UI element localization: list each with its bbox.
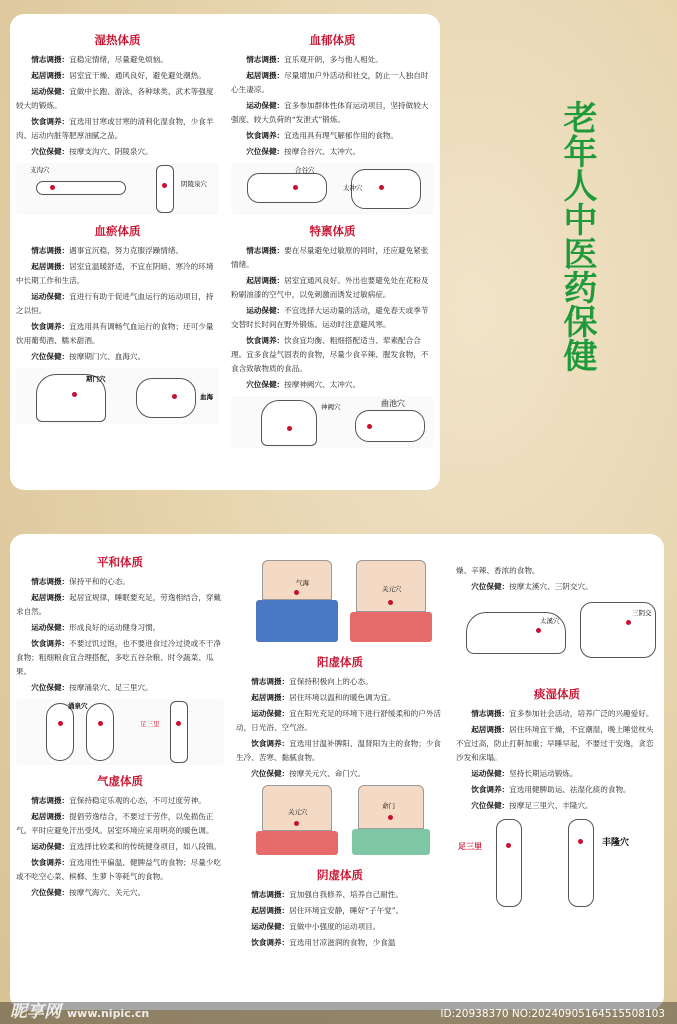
label: 饮食调养： bbox=[246, 131, 285, 140]
paragraph bbox=[231, 129, 434, 143]
hand-illustration bbox=[247, 173, 327, 203]
label: 起居调摄： bbox=[471, 725, 510, 734]
acupoint-dot bbox=[294, 590, 299, 595]
paragraph bbox=[456, 707, 658, 721]
foot-sole-illustration bbox=[86, 703, 114, 761]
acupoint-label: 足三里 bbox=[458, 842, 482, 851]
acupoint-dot bbox=[50, 185, 55, 190]
acupoint-illustration bbox=[231, 396, 434, 448]
paragraph bbox=[16, 145, 219, 159]
shorts-illustration bbox=[352, 829, 430, 855]
label: 饮食调养： bbox=[31, 858, 70, 867]
label: 运动保健： bbox=[31, 87, 70, 96]
label: 运动保健： bbox=[471, 769, 510, 778]
paragraph bbox=[16, 810, 224, 838]
paragraph bbox=[231, 99, 434, 127]
text: 按摩合谷穴、太冲穴。 bbox=[284, 147, 361, 156]
label: 运动保健： bbox=[31, 623, 70, 632]
acupoint-dot bbox=[536, 628, 541, 633]
paragraph bbox=[231, 274, 434, 302]
watermark-brand bbox=[10, 997, 149, 1022]
section-body bbox=[16, 575, 224, 695]
paragraph bbox=[16, 290, 219, 318]
paragraph bbox=[236, 737, 444, 765]
label: 情志调摄： bbox=[31, 577, 70, 586]
text: 宜稳定情绪，尽量避免烦恼。 bbox=[69, 55, 168, 64]
section-title: 湿热体质 bbox=[94, 33, 141, 47]
paragraph bbox=[16, 637, 224, 679]
shorts-illustration bbox=[256, 600, 338, 642]
paragraph bbox=[16, 85, 219, 113]
acupoint-dot bbox=[367, 424, 372, 429]
paragraph bbox=[231, 334, 434, 376]
label: 饮食调养： bbox=[31, 639, 70, 648]
label: 情志调摄： bbox=[251, 890, 290, 899]
acupoint-label: 阴陵泉穴 bbox=[181, 180, 207, 188]
acupoint-dot bbox=[388, 600, 393, 605]
text: 按摩关元穴、命门穴。 bbox=[289, 769, 366, 778]
acupoint-label: 曲池穴 bbox=[381, 399, 405, 408]
text: 起居宜规律，睡眠要充足，劳逸相结合，穿戴求自然。 bbox=[16, 593, 222, 616]
label: 穴位保健： bbox=[251, 769, 290, 778]
paragraph bbox=[16, 69, 219, 83]
text: 宜选用具有调畅气血运行的食物；还可少量饮用葡萄酒、糯米甜酒。 bbox=[16, 322, 214, 345]
label: 穴位保健： bbox=[471, 801, 510, 810]
paragraph bbox=[16, 320, 219, 348]
acupoint-label: 太溪穴 bbox=[540, 617, 560, 625]
label: 情志调摄： bbox=[471, 709, 510, 718]
text: 宜选用甘凉滋润的食物，少食温 bbox=[289, 938, 396, 947]
acupoint-illustration bbox=[236, 785, 444, 859]
paragraph bbox=[236, 888, 444, 902]
acupoint-label: 气海 bbox=[296, 579, 309, 587]
label: 穴位保健： bbox=[31, 683, 70, 692]
section-body bbox=[231, 53, 434, 159]
label: 情志调摄： bbox=[246, 246, 285, 255]
paragraph bbox=[16, 840, 224, 854]
label: 运动保健： bbox=[251, 922, 290, 931]
acupoint-label: 关元穴 bbox=[382, 585, 402, 593]
acupoint-label: 血海 bbox=[200, 393, 213, 401]
acupoint-label: 命门 bbox=[382, 802, 395, 810]
label: 饮食调养： bbox=[251, 739, 290, 748]
text: 居住环境宜安静，睡好“子午觉”。 bbox=[289, 906, 404, 915]
label: 饮食调养： bbox=[251, 938, 290, 947]
acupoint-label: 神阙穴 bbox=[321, 403, 341, 411]
label: 穴位保健： bbox=[246, 380, 285, 389]
text: 按摩神阙穴、太冲穴。 bbox=[284, 380, 361, 389]
section-body bbox=[16, 794, 224, 900]
paragraph bbox=[16, 575, 224, 589]
leg-illustration bbox=[170, 701, 188, 763]
bottom-column-3 bbox=[450, 534, 664, 1010]
leg-illustration bbox=[156, 165, 174, 213]
text: 宜乐观开朗，多与他人相处。 bbox=[284, 55, 383, 64]
acupoint-dot bbox=[293, 185, 298, 190]
label: 起居调摄： bbox=[246, 71, 285, 80]
acupoint-dot bbox=[294, 821, 299, 826]
section-title: 血瘀体质 bbox=[94, 224, 141, 238]
acupoint-illustration bbox=[236, 560, 444, 644]
paragraph bbox=[231, 53, 434, 67]
acupoint-label: 足三里 bbox=[140, 720, 160, 728]
leg-bone-illustration bbox=[568, 819, 594, 907]
paragraph bbox=[231, 69, 434, 97]
label: 情志调摄： bbox=[31, 796, 70, 805]
paragraph bbox=[16, 260, 219, 288]
paragraph bbox=[236, 767, 444, 781]
label: 穴位保健： bbox=[31, 147, 70, 156]
text: 宜做中小强度的运动项目。 bbox=[289, 922, 381, 931]
label: 起居调摄： bbox=[246, 276, 285, 285]
paragraph bbox=[456, 767, 658, 781]
paragraph bbox=[456, 723, 658, 765]
section-title: 痰湿体质 bbox=[534, 687, 580, 701]
shorts-illustration bbox=[350, 612, 432, 642]
paragraph bbox=[236, 920, 444, 934]
label: 运动保健： bbox=[246, 306, 285, 315]
label: 起居调摄： bbox=[251, 906, 290, 915]
top-panel bbox=[10, 14, 440, 490]
text: 宜进行有助于促进气血运行的运动项目，持之以恒。 bbox=[16, 292, 214, 315]
text: 要在尽量避免过敏原的同时，还应避免紧张情绪。 bbox=[231, 246, 429, 269]
label: 情志调摄： bbox=[251, 677, 290, 686]
paragraph bbox=[456, 799, 658, 813]
paragraph bbox=[16, 886, 224, 900]
acupoint-dot bbox=[162, 183, 167, 188]
text: 宜保持积极向上的心态。 bbox=[289, 677, 373, 686]
text: 提倡劳逸结合，不要过于劳作，以免损伤正气。平时应避免汗出受风。居室环境应采用明亮的暖色调。 bbox=[16, 812, 214, 835]
text: 不要过饥过饱，也不要进食过冷过烫或不干净食物；粗细粮食宜合理搭配，多吃五谷杂粮、时令蔬菜、瓜果。 bbox=[16, 639, 222, 676]
label: 起居调摄： bbox=[31, 812, 70, 821]
text: 宜多参加群体性体育运动项目，坚持做较大强度、较大负荷的“发泄式”锻炼。 bbox=[231, 101, 429, 124]
text: 宜选用具有理气解郁作用的食物。 bbox=[284, 131, 399, 140]
acupoint-dot bbox=[176, 721, 181, 726]
main-title: 老年人中医药保健 bbox=[557, 100, 597, 372]
label: 穴位保健： bbox=[31, 888, 70, 897]
acupoint-dot bbox=[58, 721, 63, 726]
label: 穴位保健： bbox=[31, 352, 70, 361]
text: 居室宜温暖舒适，不宜在阴暗、寒冷的环境中长期工作和生活。 bbox=[16, 262, 214, 285]
text: 饮食宜均衡、粗细搭配适当、荤素配合合理。宜多食益气固表的食物，尽量少食辛辣、腥发食物，不食含致敏物质的食品。 bbox=[231, 336, 429, 373]
text: 保持平和的心态。 bbox=[69, 577, 130, 586]
text: 宜选用甘温补脾阳、温肾阳为主的食物；少食生冷、苦寒、黏腻食物。 bbox=[236, 739, 442, 762]
acupoint-label: 关元穴 bbox=[288, 808, 308, 816]
text: 宜在阳光充足的环境下进行舒缓柔和的户外活动，日光浴、空气浴。 bbox=[236, 709, 442, 732]
acupoint-illustration bbox=[231, 163, 434, 215]
text: 居室宜干燥、通风良好，避免避处潮热。 bbox=[69, 71, 206, 80]
paragraph bbox=[231, 244, 434, 272]
text: 按摩支沟穴、阴陵泉穴。 bbox=[69, 147, 153, 156]
label: 饮食调养： bbox=[471, 785, 510, 794]
section-title: 气虚体质 bbox=[97, 774, 143, 788]
acupoint-dot bbox=[506, 843, 511, 848]
text: 宜加强自我修养、培养自己耐性。 bbox=[289, 890, 404, 899]
text: 形成良好的运动健身习惯。 bbox=[69, 623, 161, 632]
acupoint-dot bbox=[287, 426, 292, 431]
paragraph bbox=[16, 856, 224, 884]
acupoint-dot bbox=[98, 721, 103, 726]
acupoint-label: 支沟穴 bbox=[30, 166, 50, 174]
acupoint-illustration bbox=[456, 598, 658, 672]
paragraph bbox=[16, 115, 219, 143]
bottom-column-2 bbox=[230, 534, 450, 1010]
bottom-panel bbox=[10, 534, 664, 1010]
acupoint-label: 涌泉穴 bbox=[68, 702, 88, 710]
text: 坚持长期运动锻炼。 bbox=[509, 769, 578, 778]
section-body bbox=[236, 675, 444, 781]
text: 按摩太溪穴、三阴交穴。 bbox=[509, 582, 593, 591]
paragraph bbox=[16, 621, 224, 635]
section-title: 特禀体质 bbox=[309, 224, 356, 238]
acupoint-dot bbox=[578, 839, 583, 844]
label: 情志调摄： bbox=[246, 55, 285, 64]
label: 起居调摄： bbox=[31, 262, 70, 271]
paragraph bbox=[236, 904, 444, 918]
paragraph bbox=[456, 783, 658, 797]
paragraph bbox=[236, 675, 444, 689]
paragraph bbox=[16, 681, 224, 695]
acupoint-illustration bbox=[16, 163, 219, 215]
label: 起居调摄： bbox=[31, 71, 70, 80]
section-title: 平和体质 bbox=[97, 555, 143, 569]
text: 宜选用健脾助运、祛湿化痰的食物。 bbox=[509, 785, 631, 794]
paragraph bbox=[456, 564, 658, 578]
paragraph bbox=[16, 794, 224, 808]
text: 不宜选择大运动量的活动，避免春天或季节交替时长时间在野外锻炼。运动时注意避风寒。 bbox=[231, 306, 429, 329]
label: 情志调摄： bbox=[31, 246, 70, 255]
text: 宜做中长跑、游泳、各种球类、武术等强度较大的锻炼。 bbox=[16, 87, 214, 110]
section-body bbox=[16, 53, 219, 159]
section-body bbox=[236, 888, 444, 950]
acupoint-label: 期门穴 bbox=[86, 375, 106, 383]
paragraph bbox=[16, 53, 219, 67]
text: 燥、辛辣、香浓的食物。 bbox=[456, 566, 540, 575]
paragraph bbox=[231, 304, 434, 332]
top-left-column bbox=[10, 14, 225, 490]
text: 遇事宜沉稳，努力克服浮躁情绪。 bbox=[69, 246, 184, 255]
watermark-id: ID:20938370 NO:20240905164515508103 bbox=[440, 1008, 665, 1020]
label: 运动保健： bbox=[31, 292, 70, 301]
elbow-illustration bbox=[355, 410, 425, 442]
text: 宜多参加社会活动，培养广泛的兴趣爱好。 bbox=[509, 709, 654, 718]
brand-url: www.nipic.cn bbox=[67, 1007, 150, 1020]
acupoint-label: 太冲穴 bbox=[343, 184, 363, 192]
torso-illustration bbox=[261, 400, 317, 446]
shorts-illustration bbox=[256, 831, 338, 855]
paragraph bbox=[16, 350, 219, 364]
text: 按摩期门穴、血海穴。 bbox=[69, 352, 146, 361]
text: 按摩足三里穴、丰隆穴。 bbox=[509, 801, 593, 810]
text: 宜选用甘寒或甘寒的清利化湿食物，少食羊肉、运动内脏等肥厚油腻之品。 bbox=[16, 117, 214, 140]
top-right-column bbox=[225, 14, 440, 490]
text: 按摩涌泉穴、足三里穴。 bbox=[69, 683, 153, 692]
label: 情志调摄： bbox=[31, 55, 70, 64]
label: 饮食调养： bbox=[31, 117, 70, 126]
label: 起居调摄： bbox=[251, 693, 290, 702]
acupoint-illustration bbox=[456, 817, 658, 909]
paragraph bbox=[16, 591, 224, 619]
knee-illustration bbox=[136, 378, 196, 418]
label: 饮食调养： bbox=[246, 336, 285, 345]
paragraph bbox=[231, 145, 434, 159]
acupoint-dot bbox=[72, 392, 77, 397]
acupoint-dot bbox=[172, 394, 177, 399]
label: 运动保健： bbox=[246, 101, 285, 110]
acupoint-illustration bbox=[16, 368, 219, 424]
label: 饮食调养： bbox=[31, 322, 70, 331]
text: 宜保持稳定乐观的心态，不可过度劳神。 bbox=[69, 796, 206, 805]
bottom-column-1 bbox=[10, 534, 230, 1010]
text: 按摩气海穴、关元穴。 bbox=[69, 888, 146, 897]
acupoint-label: 丰隆穴 bbox=[602, 838, 630, 848]
paragraph bbox=[236, 936, 444, 950]
label: 穴位保健： bbox=[471, 582, 510, 591]
section-title: 血郁体质 bbox=[309, 33, 356, 47]
label: 穴位保健： bbox=[246, 147, 285, 156]
text: 居室宜通风良好。外出也要避免处在花粉及粉刷油漆的空气中，以免刺激而诱发过敏病症。 bbox=[231, 276, 429, 299]
foot-sole-illustration bbox=[46, 703, 74, 761]
leg-illustration bbox=[496, 819, 522, 907]
label: 运动保健： bbox=[251, 709, 290, 718]
text: 宜选用性平偏温、健脾益气的食物；尽量少吃或不吃空心菜、槟榔、生萝卜等耗气的食物。 bbox=[16, 858, 222, 881]
acupoint-dot bbox=[388, 815, 393, 820]
paragraph bbox=[231, 378, 434, 392]
text: 尽量增加户外活动和社交，防止一人独自时心生凄凉。 bbox=[231, 71, 429, 94]
label: 运动保健： bbox=[31, 842, 70, 851]
acupoint-dot bbox=[379, 185, 384, 190]
paragraph bbox=[456, 580, 658, 594]
paragraph bbox=[236, 707, 444, 735]
section-body bbox=[16, 244, 219, 364]
brand-text: 昵享网 bbox=[10, 1002, 61, 1022]
paragraph bbox=[236, 691, 444, 705]
paragraph bbox=[16, 244, 219, 258]
section-body bbox=[456, 707, 658, 813]
section-title: 阳虚体质 bbox=[317, 655, 363, 669]
text: 居住环境宜干燥，不宜潮湿，晚上睡觉枕头不宜过高，防止打鼾加重；早睡早起，不要过于安逸，贪恋沙发和床塌。 bbox=[456, 725, 654, 762]
label: 起居调摄： bbox=[31, 593, 70, 602]
acupoint-dot bbox=[626, 620, 631, 625]
acupoint-label: 三阴交 bbox=[632, 609, 652, 617]
section-body bbox=[231, 244, 434, 392]
acupoint-illustration bbox=[16, 699, 224, 765]
section-title: 阴虚体质 bbox=[317, 868, 363, 882]
text: 居住环境以温和的暖色调为宜。 bbox=[289, 693, 396, 702]
acupoint-label: 合谷穴 bbox=[295, 166, 315, 174]
text: 宜选择比较柔和的传统健身项目，如八段锦。 bbox=[69, 842, 222, 851]
